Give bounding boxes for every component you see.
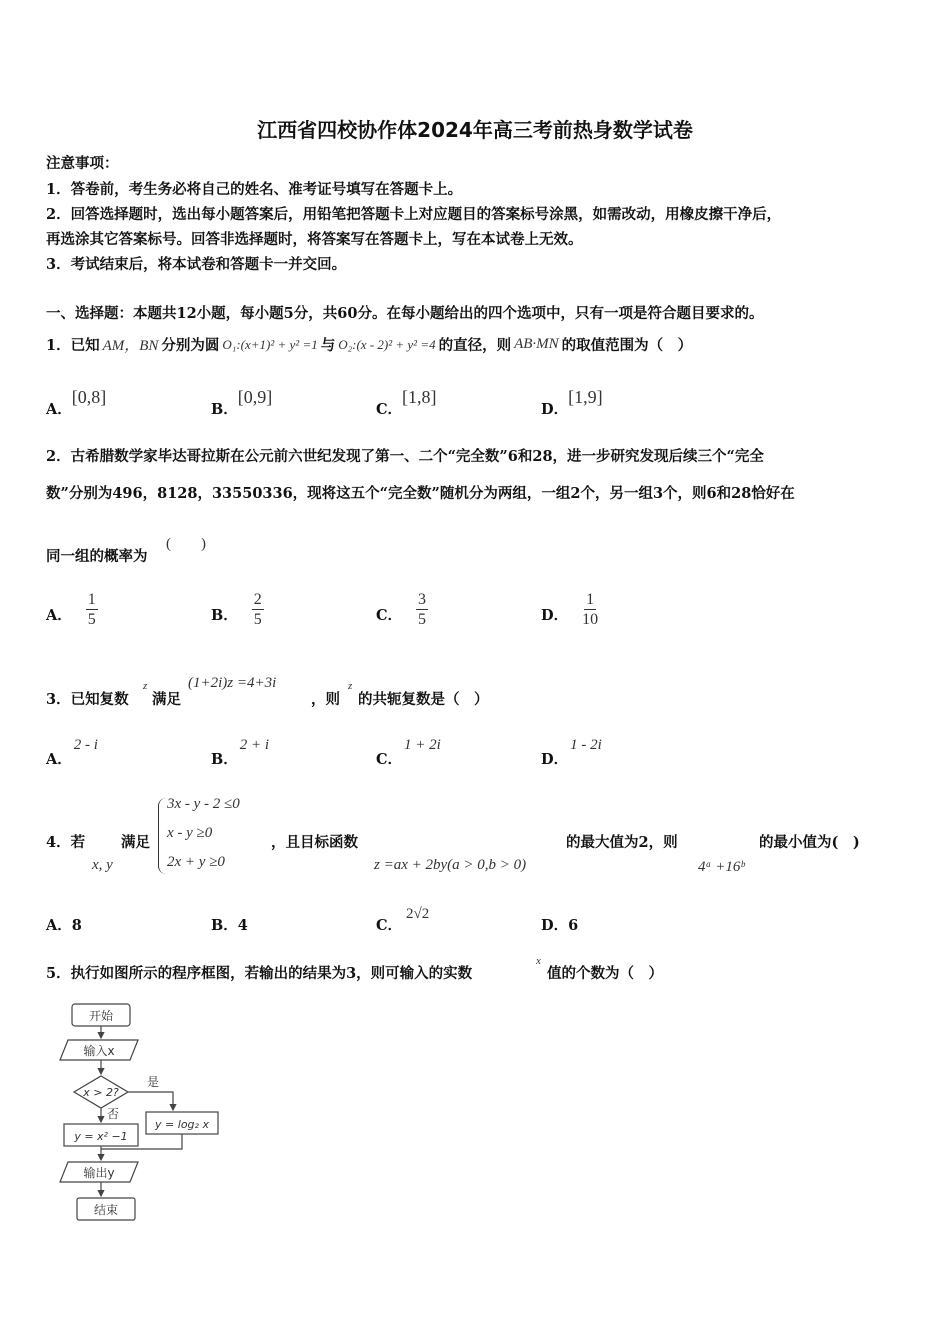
notice-item: 2．回答选择题时，选出每小题答案后，用铅笔把答题卡上对应题目的答案标号涂黑，如需改动，用橡皮擦干净后， — [46, 206, 782, 223]
q4-option-a[interactable] — [46, 914, 82, 935]
option-value: [0,8] — [71, 387, 107, 407]
q1-text: 的取值范围为（ ） — [561, 337, 693, 354]
flow-right-label: y = log₂ x — [155, 1118, 209, 1131]
option-value: 8 — [71, 917, 82, 934]
q4-option-d[interactable] — [541, 914, 578, 935]
flow-no-label: 否 — [107, 1107, 120, 1121]
q3-option-d[interactable] — [541, 733, 602, 768]
q4-text: 4．若 — [46, 834, 86, 851]
q3-option-c[interactable] — [376, 733, 441, 768]
q1-circle-2: O₂:(x - 2)² + y² =4 — [338, 336, 436, 352]
option-value: 4 — [237, 917, 248, 934]
option-label: A． — [46, 917, 72, 934]
option-value: 1 + 2i — [404, 737, 441, 753]
q4-option-c[interactable] — [376, 902, 430, 934]
q4-text: 的最大值为2，则 — [566, 834, 678, 851]
q2-option-d[interactable] — [541, 590, 598, 630]
notice-item: 1．答卷前，考生务必将自己的姓名、准考证号填写在答题卡上。 — [46, 181, 463, 198]
q3-equation: (1+2i)z =4+3i — [188, 675, 277, 691]
flow-input-label: 输入x — [83, 1044, 115, 1058]
q1-option-a[interactable] — [46, 387, 107, 418]
option-value: 2 + i — [239, 737, 270, 753]
option-label: A． — [46, 606, 72, 624]
notice-item: 3．考试结束后，将本试卷和答题卡一并交回。 — [46, 256, 347, 273]
notice-item: 再选涂其它答案标号。回答非选择题时，将答案写在答题卡上，写在本试卷上无效。 — [46, 231, 583, 248]
option-label: C． — [376, 917, 403, 934]
option-label: A． — [46, 401, 72, 418]
option-label: C． — [376, 401, 403, 418]
option-value: 6 — [568, 917, 579, 934]
q2-text-line: 数”分别为496，8128，33550336，现将这五个“完全数”随机分为两组，一组2个，另一组3个，则6和28恰好在 — [46, 485, 795, 502]
q5-variable: x — [536, 955, 541, 967]
q5-text: 值的个数为（ ） — [547, 965, 663, 982]
q1-text: 分别为圆 — [161, 337, 220, 354]
q1-circle-1: O₁:(x+1)² + y² =1 — [222, 336, 318, 352]
q3-text: 的共轭复数是（ ） — [358, 691, 489, 708]
option-label: D． — [541, 606, 569, 624]
option-label: B． — [211, 751, 238, 768]
q1-text: 的直径，则 — [438, 337, 512, 354]
option-label: C． — [376, 751, 403, 768]
q3-variable: z — [143, 680, 148, 692]
page-title: 江西省四校协作体2024年高三考前热身数学试卷 — [257, 118, 693, 142]
q1-option-d[interactable] — [541, 387, 603, 418]
q4-option-b[interactable] — [211, 914, 248, 935]
q4-objective: z =ax + 2by(a > 0,b > 0) — [374, 857, 527, 873]
option-label: B． — [211, 401, 238, 418]
q2-option-b[interactable] — [211, 590, 264, 630]
option-value: [1,8] — [402, 387, 437, 407]
q1-text: 1．已知 — [46, 337, 100, 354]
option-label: B． — [211, 606, 238, 624]
question-1 — [46, 334, 692, 355]
q4-constraint: 3x - y - 2 ≤0 — [167, 796, 240, 812]
notice-heading: 注意事项： — [46, 155, 119, 172]
option-label: D． — [541, 401, 569, 418]
flow-yes-label: 是 — [147, 1075, 160, 1089]
flow-left-label: y = x² −1 — [74, 1130, 128, 1143]
system-brace — [158, 798, 167, 874]
q2-text-line: 2．古希腊数学家毕达哥拉斯在公元前六世纪发现了第一、二个“完全数”6和28，进一步研究发现后续三个“完全 — [46, 448, 764, 465]
option-label: D． — [541, 917, 569, 934]
option-label: C． — [376, 606, 403, 624]
q4-text: ，且目标函数 — [271, 834, 358, 851]
q4-text: 的最小值为( ) — [759, 834, 860, 851]
option-value: 2 - i — [73, 737, 98, 753]
q3-text: 满足 — [152, 691, 181, 708]
section-heading: 一、选择题：本题共12小题，每小题5分，共60分。在每小题给出的四个选项中，只有一项是符合题目要求的。 — [46, 305, 764, 322]
q4-vars: x, y — [92, 857, 113, 873]
q2-paren: ( ) — [166, 536, 206, 552]
q2-option-c[interactable] — [376, 590, 428, 630]
option-value: [0,9] — [237, 387, 273, 407]
q3-text: 3．已知复数 — [46, 691, 129, 708]
flow-start-label: 开始 — [88, 1009, 114, 1023]
option-fraction: $\frac{1}{5}$ — [87, 591, 96, 628]
q3-text: ，则 — [311, 691, 340, 708]
option-label: A． — [46, 751, 72, 768]
q2-option-a[interactable] — [46, 590, 98, 630]
flow-output-label: 输出y — [83, 1166, 115, 1180]
flow-end-label: 结束 — [93, 1203, 119, 1217]
q4-constraint: x - y ≥0 — [167, 825, 213, 841]
option-fraction: $\frac{3}{5}$ — [418, 591, 427, 628]
option-fraction: $\frac{2}{5}$ — [253, 591, 262, 628]
option-label: B． — [211, 917, 238, 934]
option-label: D． — [541, 751, 569, 768]
option-value: 2√2 — [406, 906, 430, 922]
option-fraction: $\frac{1}{10}$ — [582, 591, 599, 628]
flow-condition-label: x > 2? — [83, 1086, 119, 1099]
q1-vectors: AM，BN — [102, 338, 159, 354]
q4-constraint: 2x + y ≥0 — [167, 854, 225, 870]
option-value: 1 - 2i — [570, 737, 602, 753]
q4-expression: 4ᵃ +16ᵇ — [698, 859, 745, 875]
q4-text: 满足 — [121, 834, 150, 851]
q1-option-b[interactable] — [211, 387, 273, 418]
q1-text: 与 — [320, 337, 336, 354]
q3-variable: z — [348, 680, 353, 692]
q1-option-c[interactable] — [376, 387, 437, 418]
q2-text-line: 同一组的概率为 — [46, 548, 148, 565]
q5-text: 5．执行如图所示的程序框图，若输出的结果为3，则可输入的实数 — [46, 965, 473, 982]
q3-option-a[interactable] — [46, 733, 98, 768]
flowchart — [50, 998, 230, 1228]
option-value: [1,9] — [568, 387, 603, 407]
q1-dot-product: AB·MN — [514, 336, 559, 352]
q3-option-b[interactable] — [211, 733, 270, 768]
